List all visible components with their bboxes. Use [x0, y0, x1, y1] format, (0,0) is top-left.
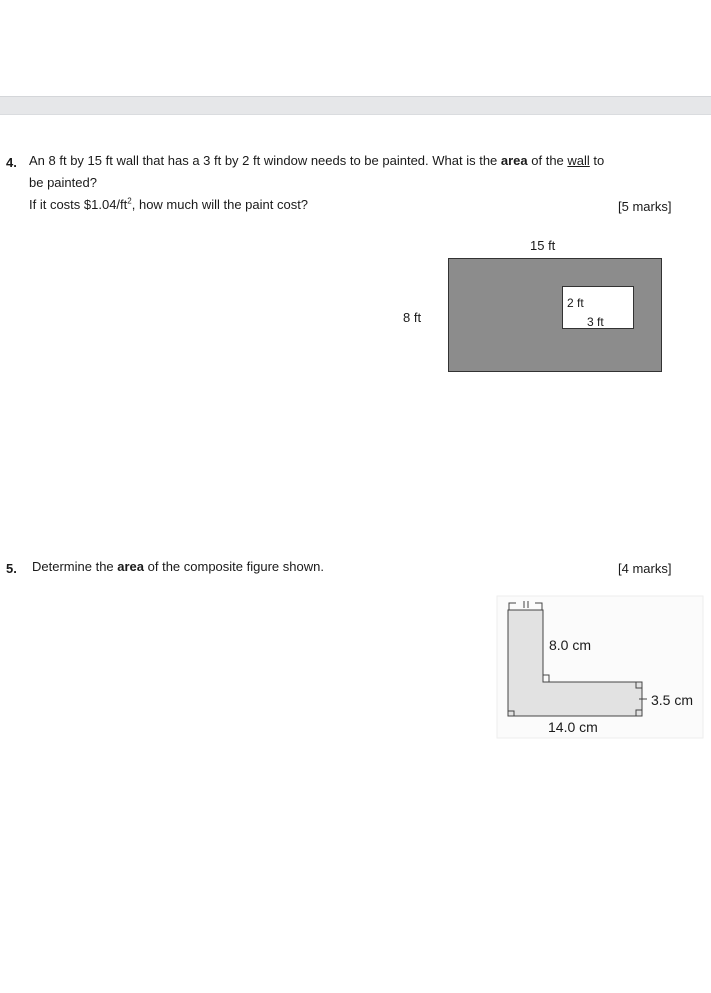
question-4-line-1: An 8 ft by 15 ft wall that has a 3 ft by 2 ft window needs to be painted. What is the area of the wall to — [29, 153, 605, 168]
area-emphasis: area — [117, 559, 145, 574]
height-dimension-label: 8.0 cm — [549, 637, 592, 653]
question-5-text: Determine the area of the composite figure shown. — [32, 559, 324, 574]
area-emphasis: area — [500, 153, 528, 168]
wall-height-label: 8 ft — [403, 310, 422, 325]
thickness-dimension-label: 3.5 cm — [651, 692, 694, 708]
question-4-line-3: If it costs $\$1.04/ft^2$, how much will the paint cost? — [29, 196, 309, 212]
question-4-line-2: be painted? — [29, 175, 97, 190]
question-5-marks: [4 marks] — [618, 561, 672, 576]
wall-width-label: 15 ft — [530, 238, 556, 253]
base-dimension-label: 14.0 cm — [548, 719, 598, 735]
window-height-label: 2 ft — [567, 296, 584, 310]
window-width-label: 3 ft — [587, 315, 604, 329]
question-5-number: 5. — [6, 561, 17, 576]
question-4-marks: [5 marks] — [618, 199, 672, 214]
wall-underlined: wall — [567, 153, 590, 168]
question-4-number: 4. — [6, 155, 17, 170]
